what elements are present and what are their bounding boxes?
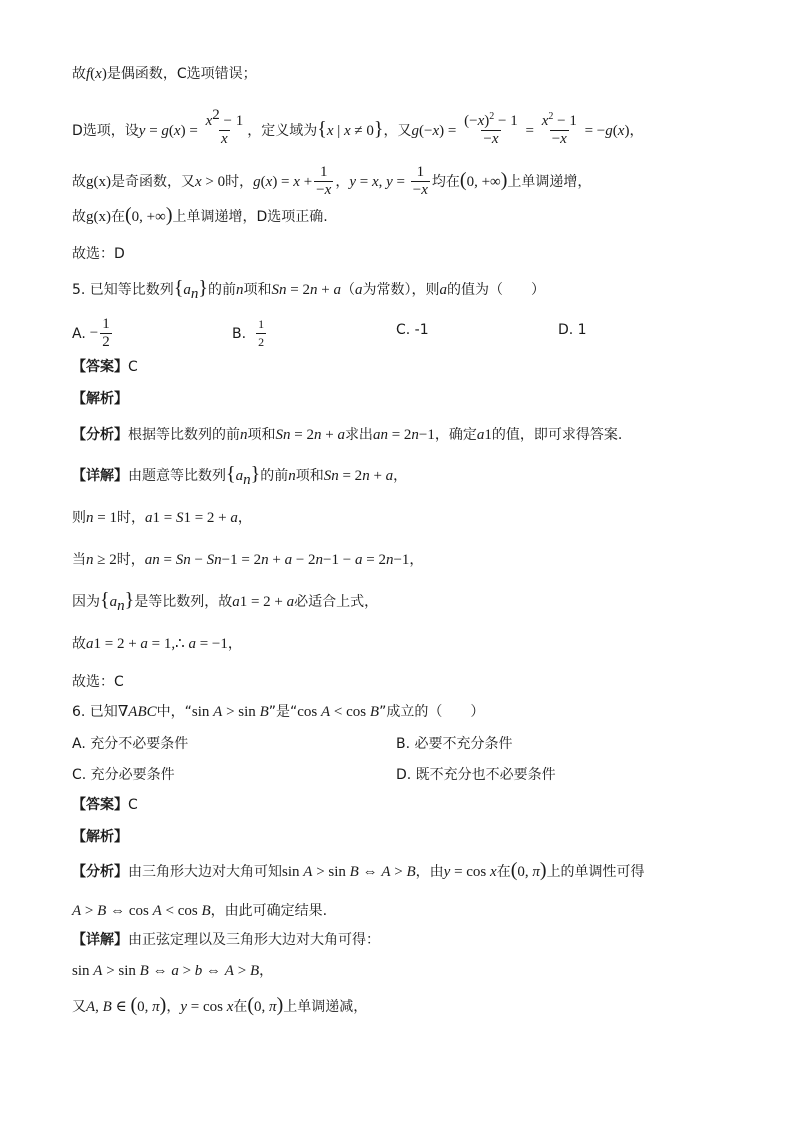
detail-6: 【详解】 由正弦定理以及三角形大边对大角可得： [72, 932, 380, 948]
option-a: A. − $\frac{1}{2}$ [72, 316, 110, 350]
question-5: 5. 已知等比数列 $\{a_n\}$ 的前 n 项和 S n = 2 n + a （ a 为常数），则 a 的值为（ ） [72, 277, 545, 302]
option-c: C. -1 [396, 322, 429, 338]
math-g-def: y [138, 122, 146, 139]
text: 时， [225, 173, 254, 190]
text: 的值为（ ） [446, 282, 545, 298]
fraction: $\frac{1}{-x}$ [412, 164, 428, 198]
text: 故 [72, 209, 86, 225]
line-option-d: D选项，设 y = g ( x ) = $\frac{x^2 - 1}{x}$ ，定义域为 {x | x ≠ 0} ，又 g (− x ) = $\frac{(-x)^2 - 1}{-x}$ = $\frac{x^2 - 1}{-x}$ = − g ( x ) ， [72, 107, 644, 147]
option-b: B. $\frac{1}{2}$ [232, 317, 265, 349]
text: 的前 [208, 282, 237, 298]
line-g-increasing: 故 g(x) 在 (0, +∞) 上单调递增，D选项正确. [72, 204, 328, 226]
text: 是偶函数，C选项错误； [106, 66, 257, 82]
analysis-6-cont: A > B ⇔ cos A < cos B ，由此可确定结果. [72, 903, 328, 919]
detail-5: 【详解】 由题意等比数列 $\{a_n\}$ 的前 n 项和 S n = 2 n + a ， [72, 463, 408, 488]
analysis-6: 【分析】 由三角形大边对大角可知 sin A > sin B ⇔ A > B ，由 y = cos x 在 (0, π) 上的单调性可得 [72, 859, 645, 881]
option-d: D. 1 [558, 322, 587, 338]
fraction: $\frac{x^2 - 1}{x}$ [205, 107, 244, 147]
text: ，定义域为 [247, 122, 318, 139]
line-answer-d [72, 244, 734, 264]
text: 是奇函数，又 [111, 173, 195, 190]
option-d: D. 既不充分也不必要条件 [396, 767, 556, 783]
math-g-neg: g [411, 122, 420, 139]
text: 上单调递增， [507, 173, 592, 190]
math-domain: {x | x ≠ 0} [317, 117, 384, 140]
text: 为常数），则 [362, 282, 440, 298]
text: 故 [72, 173, 86, 190]
answer-5: 【答案】 C [72, 359, 138, 375]
text: D选项，设 [72, 122, 139, 139]
step-4: 故 a 1 = 2 + a = 1,∴ a = −1 ， [72, 636, 242, 652]
question-6: 6. 已知 ∇ ABC 中，“ sin A > sin B ”是“ cos A < cos B ”成立的（ ） [72, 704, 485, 720]
text: ，又 [383, 122, 412, 139]
text: （ [340, 282, 355, 298]
analysis-6-heading: 【解析】 [72, 829, 128, 845]
fraction: $\frac{1}{2}$ [258, 317, 265, 349]
text: 项和 [243, 282, 272, 298]
fraction: $\frac{x^2 - 1}{-x}$ [541, 111, 577, 147]
fraction: $\frac{1}{-x}$ [316, 164, 332, 198]
step-3: 因为 $\{a_n\}$ 是等比数列，故 a 1 = 2 + a 必适合上式， [72, 589, 379, 614]
analysis-5: 【分析】 根据等比数列的前 n 项和 S n = 2 n + a 求出 a n = 2 n−1 ，确定 a 1 的值，即可求得答案. [72, 427, 623, 443]
math-fx: f [86, 66, 91, 82]
step-1: 则 n = 1 时， a 1 = S 1 = 2 + a ， [72, 510, 252, 526]
detail-6-step-2: 又 A , B ∈ (0, π) ， y = cos x 在 (0, π) 上单调递减， [72, 994, 368, 1016]
step-2: 当 n ≥ 2 时， a n = S n − S n−1 = 2 n + a − 2 n−1 − a = 2 n−1 ， [72, 552, 424, 568]
option-b: B. 必要不充分条件 [396, 736, 513, 752]
line-g-odd: 故 g(x) 是奇函数，又 x > 0 时， g ( x ) = x + $\frac{1}{-x}$ ， y = x , y = $\frac{1}{-x}$ 均在 (0, +∞) 上单调递增， [72, 164, 592, 198]
fraction: $\frac{1}{2}$ [102, 316, 110, 350]
detail-6-step-1: sin A > sin B ⇔ a > b ⇔ A > B ， [72, 963, 274, 979]
text: 故 [72, 66, 86, 82]
text: 故选：D [72, 246, 125, 262]
text: 均在 [431, 173, 460, 190]
line-f-even: 故 f ( x ) 是偶函数，C选项错误； [72, 66, 257, 82]
text: 在 [111, 209, 125, 225]
fraction: $\frac{(-x)^2 - 1}{-x}$ [464, 111, 518, 147]
option-c: C. 充分必要条件 [72, 767, 175, 783]
step-5: 故选：C [72, 674, 124, 690]
text: 5. 已知等比数列 [72, 282, 174, 298]
text: ， [335, 173, 350, 190]
text: 上单调递增，D选项正确. [172, 209, 328, 225]
analysis-5-heading: 【解析】 [72, 391, 128, 407]
answer-6: 【答案】 C [72, 797, 138, 813]
option-a: A. 充分不必要条件 [72, 736, 189, 752]
text: ， [629, 122, 644, 139]
